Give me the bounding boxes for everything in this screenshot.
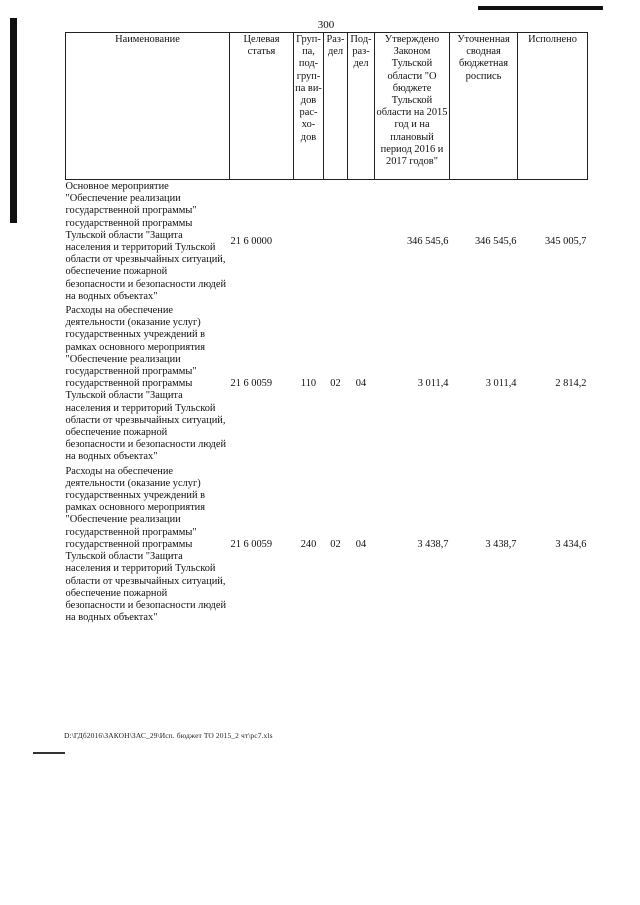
row-executed: 3 434,6 xyxy=(555,538,587,550)
row-approved: 3 011,4 xyxy=(417,378,449,390)
scan-edge-mark xyxy=(10,18,17,223)
row-target: 21 6 0000 xyxy=(230,235,273,247)
row-subsection xyxy=(348,180,375,305)
table-row xyxy=(66,304,588,465)
col-header-executed: Исполнено xyxy=(518,33,588,180)
scan-edge-line-bottom xyxy=(33,752,65,754)
page-number: 300 xyxy=(317,19,335,31)
row-group: 110 xyxy=(300,378,317,390)
row-refined: 346 545,6 xyxy=(474,235,517,247)
table-row xyxy=(66,465,588,626)
col-header-subsection: Под-раз-дел xyxy=(348,33,375,180)
row-subsection: 04 xyxy=(355,378,367,390)
row-section: 02 xyxy=(330,378,341,390)
row-refined: 3 438,7 xyxy=(485,538,517,550)
row-section: 02 xyxy=(330,538,341,550)
row-group: 240 xyxy=(300,538,317,550)
row-refined: 3 011,4 xyxy=(485,378,517,390)
row-group xyxy=(294,180,324,305)
row-approved: 3 438,7 xyxy=(417,538,449,550)
budget-table xyxy=(65,32,588,625)
row-executed: 2 814,2 xyxy=(555,378,587,390)
row-executed: 345 005,7 xyxy=(544,235,587,247)
row-target: 21 6 0059 xyxy=(230,538,273,550)
col-header-section: Раз-дел xyxy=(324,33,348,180)
col-header-target: Целевая статья xyxy=(230,33,294,180)
table-row xyxy=(66,180,588,305)
row-target: 21 6 0059 xyxy=(230,378,273,390)
row-name: Расходы на обеспечение деятельности (оказание услуг) государственных учреждений в рамках основного мероприятия "Обеспечение реализации государственной программы" государственной программы Тульской области "Защита населения и территорий Тульской области от чрезвычайных ситуаций, обеспечение пожарной безопасности и безопасности людей на водных объектах" xyxy=(65,465,227,624)
row-name: Расходы на обеспечение деятельности (оказание услуг) государственных учреждений в рамках основного мероприятия "Обеспечение реализации государственной программы" государственной программы Тульской области "Защита населения и территорий Тульской области от чрезвычайных ситуаций, обеспечение пожарной безопасности и безопасности людей на водных объектах" xyxy=(65,305,227,463)
row-section xyxy=(324,180,348,305)
row-subsection: 04 xyxy=(355,538,367,550)
footer-file-path: D:\ГДб2016\ЗАКОН\ЗАС_29\Исп. бюджет ТО 2015_2 чт\рс7.xls xyxy=(64,731,273,740)
col-header-approved: Утверждено Законом Тульской области "О бюджете Тульской области на 2015 год и на плановый период 2016 и 2017 годов" xyxy=(375,33,450,180)
col-header-name: Наименование xyxy=(66,33,230,180)
col-header-refined: Уточненная сводная бюджетная роспись xyxy=(450,33,518,180)
row-name: Основное мероприятие "Обеспечение реализации государственной программы" государственной программы Тульской области "Защита населения и территорий Тульской области от чрезвычайных ситуаций, обеспечение пожарной безопасности и безопасности людей на водных объектах" xyxy=(65,181,227,302)
row-approved: 346 545,6 xyxy=(406,235,449,247)
table-header xyxy=(66,33,588,180)
col-header-group: Груп-па, под-груп-па ви-дов рас-хо-дов xyxy=(294,33,324,180)
scan-edge-line-top xyxy=(478,6,603,10)
